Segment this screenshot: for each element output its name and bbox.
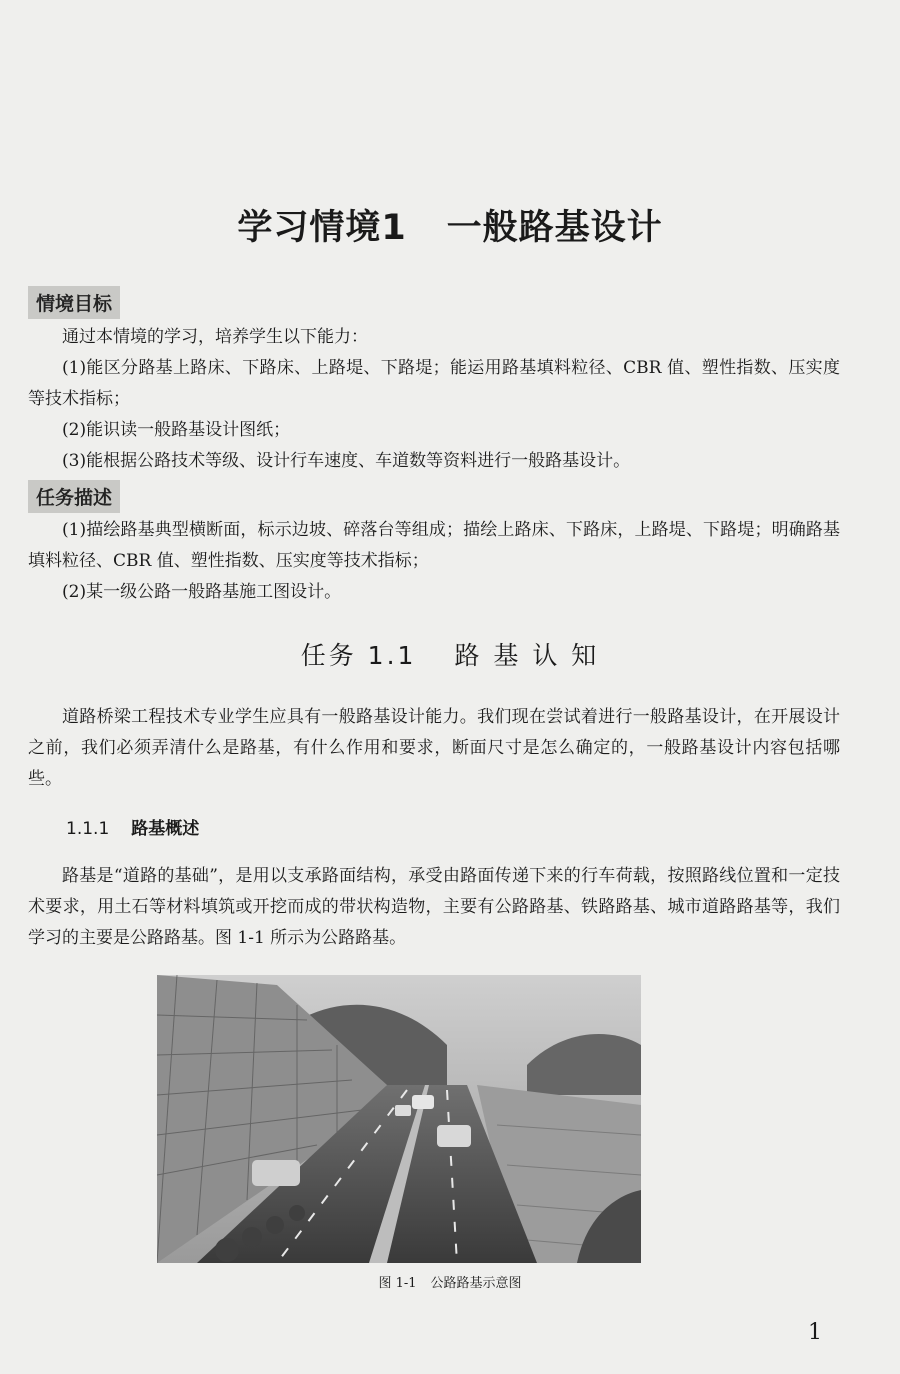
task-item: (2)某一级公路一般路基施工图设计。	[62, 582, 342, 602]
page-number: 1	[808, 1320, 822, 1345]
subsection-heading	[66, 814, 199, 839]
section-tag-objectives: 情境目标	[28, 286, 120, 319]
subsection-title: 路基概述	[131, 819, 200, 839]
definition-paragraph: 路基是“道路的基础”，是用以支承路面结构，承受由路面传递下来的行车荷载，按照路线位置和一定技术要求，用土石等材料填筑或开挖而成的带状构造物，主要有公路路基、铁路路基、城市道路路基等，我们学习的主要是公路路基。图 1-1 所示为公路路基。	[28, 866, 840, 948]
objective-item: (3)能根据公路技术等级、设计行车速度、车道数等资料进行一般路基设计。	[62, 451, 631, 471]
task-title	[0, 636, 900, 672]
objective-item: (1)能区分路基上路床、下路床、上路堤、下路堤；能运用路基填料粒径、CBR 值、塑性指数、压实度等技术指标；	[28, 358, 840, 409]
figure-caption-text: 公路路基示意图	[430, 1276, 522, 1291]
objective-item: (2)能识读一般路基设计图纸；	[62, 420, 291, 440]
chapter-number: 学习情境1	[237, 208, 407, 248]
subsection-number: 1.1.1	[66, 819, 110, 839]
intro-paragraph: 道路桥梁工程技术专业学生应具有一般路基设计能力。我们现在尝试着进行一般路基设计，在开展设计之前，我们必须弄清什么是路基，有什么作用和要求，断面尺寸是怎么确定的，一般路基设计内容包括哪些。	[28, 707, 840, 789]
highway-subgrade-photo	[157, 975, 641, 1263]
task-number: 任务 1.1	[300, 641, 417, 670]
figure-caption	[0, 1272, 900, 1291]
chapter-title	[0, 200, 900, 250]
task-name: 路 基 认 知	[454, 641, 600, 670]
figure-number: 图 1-1	[378, 1276, 417, 1291]
objectives-intro: 通过本情境的学习，培养学生以下能力：	[62, 327, 368, 347]
chapter-name: 一般路基设计	[446, 208, 663, 248]
task-item: (1)描绘路基典型横断面，标示边坡、碎落台等组成；描绘上路床、下路床，上路堤、下路堤；明确路基填料粒径、CBR 值、塑性指数、压实度等技术指标；	[28, 520, 840, 571]
section-tag-tasks: 任务描述	[28, 480, 120, 513]
